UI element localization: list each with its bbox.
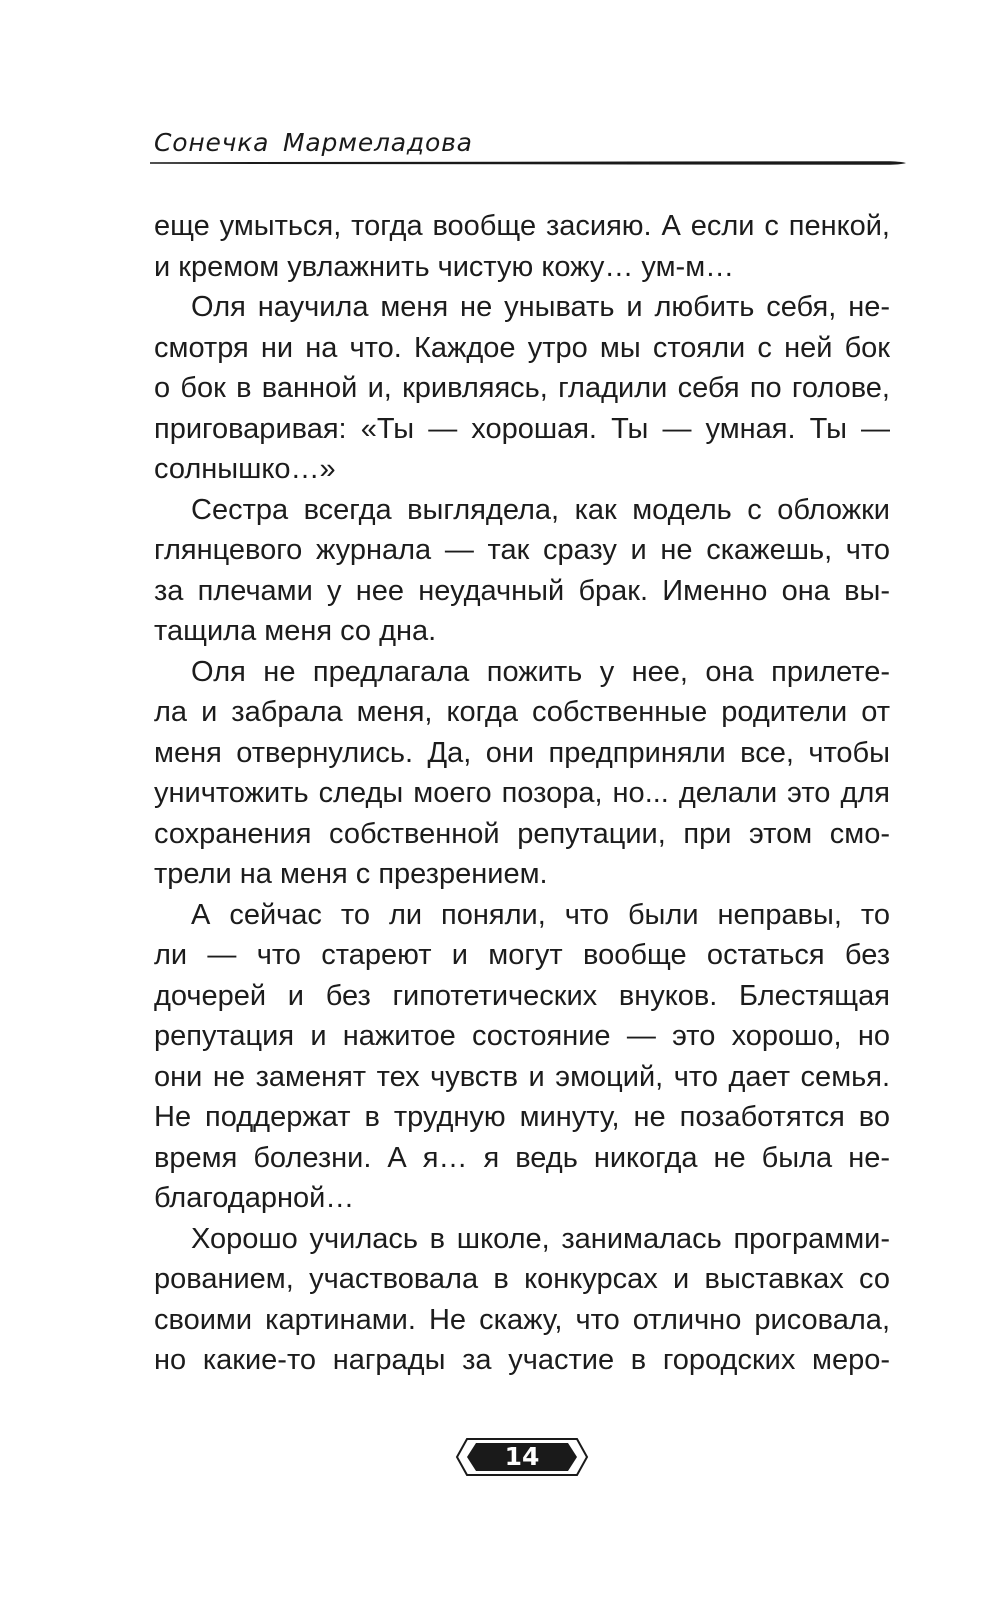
paragraph bbox=[154, 287, 890, 490]
running-head-title: Сонечка Мармеладова bbox=[154, 128, 473, 157]
text-line: А сейчас то ли поняли, что были неправы, то bbox=[191, 898, 890, 931]
paragraph bbox=[154, 652, 890, 895]
paragraph bbox=[154, 490, 890, 652]
text-line: Не поддержат в трудную минуту, не позаботятся во bbox=[154, 1101, 890, 1133]
text-line: меня отвернулись. Да, они предприняли все, чтобы bbox=[154, 736, 890, 769]
text-line: репутация и нажитое состояние — это хорошо, но bbox=[154, 1020, 890, 1052]
text-line: но какие-то награды за участие в городских меро- bbox=[154, 1344, 890, 1376]
text-line: глянцевого журнала — так сразу и не скажешь, что bbox=[154, 534, 890, 566]
text-line: смотря ни на что. Каждое утро мы стояли с ней бок bbox=[154, 331, 890, 364]
text-line: рованием, участвовала в конкурсах и выставках со bbox=[154, 1263, 890, 1295]
text-line: еще умыться, тогда вообще засияю. А если с пенкой, bbox=[154, 210, 890, 242]
paragraph bbox=[154, 895, 890, 1219]
paragraph bbox=[154, 1219, 890, 1381]
text-line: ли — что стареют и могут вообще остаться без bbox=[154, 939, 890, 971]
body-text bbox=[154, 206, 890, 1381]
text-line: Сестра всегда выглядела, как модель с обложки bbox=[191, 493, 890, 526]
page-number-badge bbox=[455, 1436, 589, 1478]
text-line: Оля не предлагала пожить у нее, она прилете- bbox=[191, 655, 890, 688]
text-line: они не заменят тех чувств и эмоций, что дает семья. bbox=[154, 1060, 890, 1093]
text-line: солнышко…» bbox=[154, 453, 336, 485]
text-line: дочерей и без гипотетических внуков. Блестящая bbox=[154, 979, 890, 1012]
text-line: сохранения собственной репутации, при этом смо- bbox=[154, 817, 890, 850]
text-line: Хорошо училась в школе, занималась программи- bbox=[191, 1222, 890, 1255]
text-line: тащила меня со дна. bbox=[154, 615, 437, 647]
text-line: о бок в ванной и, кривляясь, гладили себя по голове, bbox=[154, 372, 890, 404]
text-line: ла и забрала меня, когда собственные родители от bbox=[154, 696, 890, 728]
page-number: 14 bbox=[504, 1442, 540, 1471]
header-rule bbox=[150, 160, 906, 166]
text-line: Оля научила меня не унывать и любить себя, не- bbox=[191, 291, 890, 323]
text-line: приговаривая: «Ты — хорошая. Ты — умная. Ты — bbox=[154, 412, 890, 445]
text-line: за плечами у нее неудачный брак. Именно она вы- bbox=[154, 574, 890, 607]
text-line: трели на меня с презрением. bbox=[154, 858, 548, 890]
text-line: своими картинами. Не скажу, что отлично рисовала, bbox=[154, 1303, 890, 1336]
paragraph bbox=[154, 206, 890, 287]
text-line: уничтожить следы моего позора, но... делали это для bbox=[154, 777, 890, 809]
text-line: благодарной… bbox=[154, 1182, 355, 1214]
text-line: время болезни. А я… я ведь никогда не была не- bbox=[154, 1141, 890, 1174]
text-line: и кремом увлажнить чистую кожу… ум-м… bbox=[154, 250, 735, 283]
